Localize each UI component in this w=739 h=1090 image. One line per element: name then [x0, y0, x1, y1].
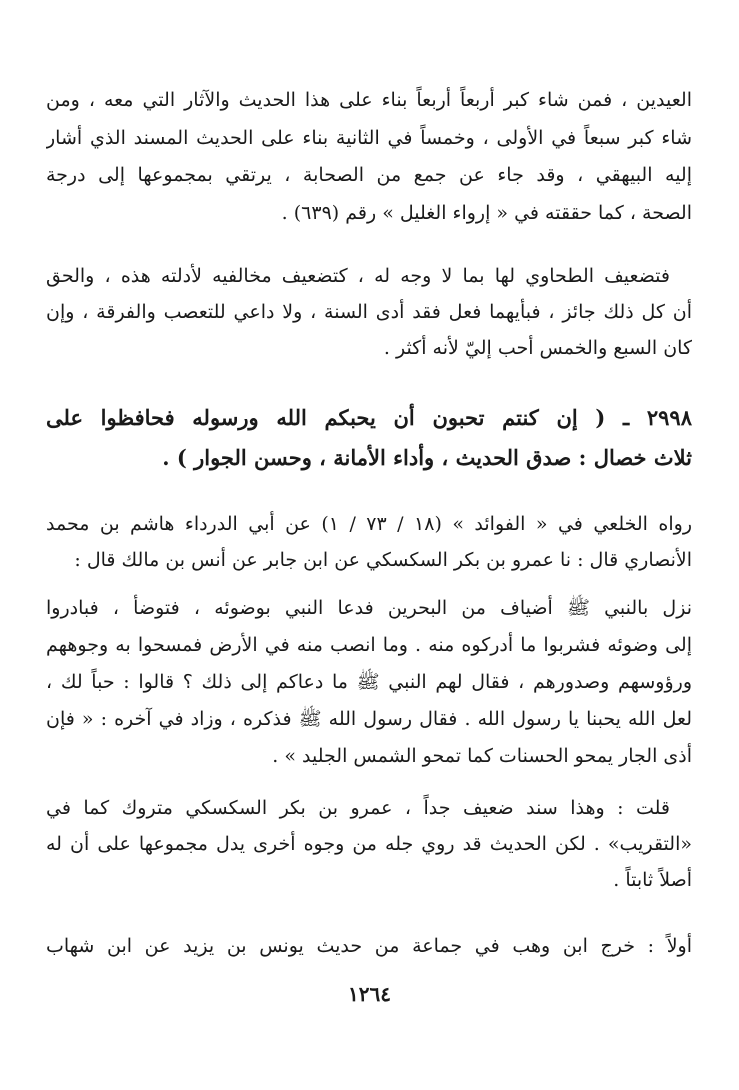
text-line: ورؤوسهم وصدورهم ، فقال لهم النبي ﷺ ما دعاكم إلى ذلك ؟ قالوا : حباً لك ، — [46, 671, 692, 693]
text-line: كان السبع والخمس أحب إليّ لأنه أكثر . — [383, 337, 692, 359]
text-line: قلت : وهذا سند ضعيف جداً ، عمرو بن بكر السكسكي متروك كما في — [46, 797, 670, 819]
text-line: لعل الله يحبنا يا رسول الله . فقال رسول الله ﷺ فذكره ، وزاد في آخره : « فإن — [46, 708, 692, 730]
text-line: شاء كبر سبعاً في الأولى ، وخمساً في الثانية بناء على الحديث المسند الذي أشار — [46, 126, 692, 149]
text-line: أن كل ذلك جائز ، فبأيهما فعل فقد أدى السنة ، ولا داعي للتعصب والفرقة ، وإن — [46, 301, 692, 323]
page-number: ١٢٦٤ — [348, 982, 391, 1006]
text-line: نزل بالنبي ﷺ أضياف من البحرين فدعا النبي بوضوئه ، فتوضأ ، فبادروا — [46, 597, 692, 619]
paragraph-6 — [46, 928, 692, 964]
hadith-line: ثلاث خصال : صدق الحديث ، وأداء الأمانة ، وحسن الجوار ) . — [162, 445, 692, 470]
text-line: الأنصاري قال : نا عمرو بن بكر السكسكي عن ابن جابر عن أنس بن مالك قال : — [74, 549, 692, 571]
text-line: أذى الجار يمحو الحسنات كما تمحو الشمس الجليد » . — [272, 745, 692, 767]
text-line: أصلاً ثابتاً . — [613, 869, 692, 891]
paragraph-1 — [46, 82, 692, 232]
text-line: فتضعيف الطحاوي لها بما لا وجه له ، كتضعيف مخالفيه لأدلته هذه ، والحق — [46, 265, 670, 287]
paragraph-3 — [46, 506, 692, 578]
paragraph-4 — [46, 590, 692, 775]
hadith-heading — [46, 398, 692, 478]
hadith-line: ٢٩٩٨ ـ ( إن كنتم تحبون أن يحبكم الله ورسوله فحافظوا على — [46, 405, 692, 430]
text-line: الصحة ، كما حققته في « إرواء الغليل » رقم (٦٣٩) . — [281, 201, 692, 224]
text-line: إليه البيهقي ، وقد جاء عن جمع من الصحابة ، يرتقي بمجموعها إلى درجة — [46, 164, 692, 186]
text-line: العيدين ، فمن شاء كبر أربعاً أربعاً بناء على هذا الحديث والآثار التي معه ، ومن — [46, 89, 692, 111]
text-line: أولاً : خرج ابن وهب في جماعة من حديث يونس بن يزيد عن ابن شهاب — [46, 935, 692, 957]
text-line: رواه الخلعي في « الفوائد » (١٨ / ٧٣ / ١) عن أبي الدرداء هاشم بن محمد — [46, 513, 692, 535]
paragraph-5 — [46, 790, 692, 898]
text-line: إلى وضوئه فشربوا ما أدركوه منه . وما انصب منه في الأرض فمسحوا به وجوههم — [46, 634, 692, 656]
paragraph-2 — [46, 258, 692, 366]
text-line: «التقريب» . لكن الحديث قد روي جله من وجوه أخرى يدل مجموعها على أن له — [46, 833, 692, 855]
